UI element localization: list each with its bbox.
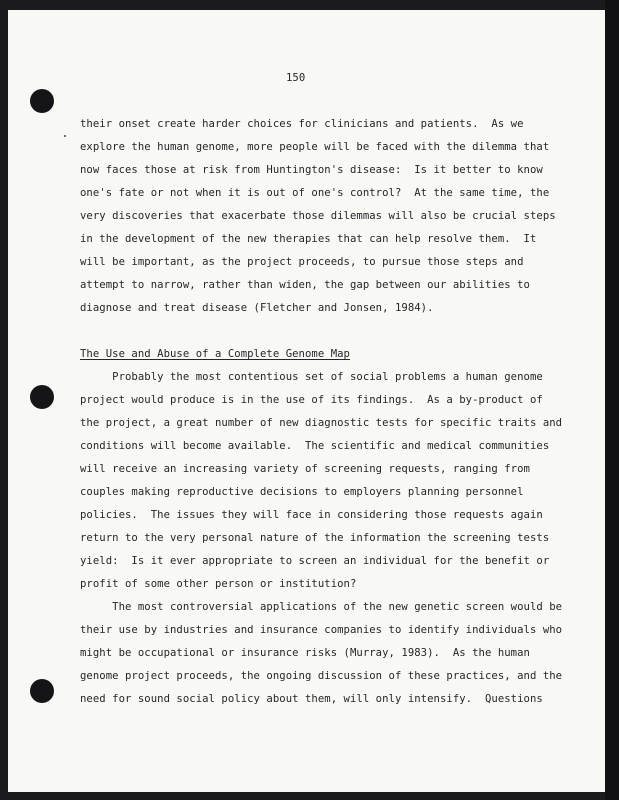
paragraph-2-line-6: couples making reproductive decisions to employers planning personnel <box>80 486 524 498</box>
paragraph-2-line-1: Probably the most contentious set of social problems a human genome <box>80 371 543 383</box>
scanner-edge <box>605 0 619 800</box>
paragraph-2-line-3: the project, a great number of new diagnostic tests for specific traits and <box>80 417 563 429</box>
paragraph-2-line-8: return to the very personal nature of the information the screening tests <box>80 532 550 544</box>
paragraph-1-line-6: in the development of the new therapies that can help resolve them. It <box>80 233 537 245</box>
paragraph-2-line-4: conditions will become available. The scientific and medical communities <box>80 440 550 452</box>
section-heading: The Use and Abuse of a Complete Genome Map <box>80 348 350 360</box>
paragraph-3-line-3: might be occupational or insurance risks (Murray, 1983). As the human <box>80 647 530 659</box>
paragraph-2-line-7: policies. The issues they will face in considering those requests again <box>80 509 543 521</box>
paragraph-1-line-9: diagnose and treat disease (Fletcher and Jonsen, 1984). <box>80 302 434 314</box>
paragraph-1-line-2: explore the human genome, more people will be faced with the dilemma that <box>80 141 550 153</box>
paragraph-2-line-10: profit of some other person or institution? <box>80 578 357 590</box>
punch-hole-top <box>30 89 54 113</box>
paragraph-2-line-5: will receive an increasing variety of screening requests, ranging from <box>80 463 530 475</box>
paper-corner <box>602 10 604 16</box>
paragraph-1-line-7: will be important, as the project proceeds, to pursue those steps and <box>80 256 524 268</box>
paragraph-3-line-4: genome project proceeds, the ongoing discussion of these practices, and the <box>80 670 563 682</box>
paragraph-2-line-2: project would produce is in the use of its findings. As a by-product of <box>80 394 543 406</box>
paragraph-3-line-2: their use by industries and insurance companies to identify individuals who <box>80 624 563 636</box>
paragraph-3-line-1: The most controversial applications of the new genetic screen would be <box>80 601 563 613</box>
paragraph-1-line-8: attempt to narrow, rather than widen, the gap between our abilities to <box>80 279 530 291</box>
paragraph-3-line-5: need for sound social policy about them, will only intensify. Questions <box>80 693 543 705</box>
paragraph-1-line-1: their onset create harder choices for clinicians and patients. As we <box>80 118 524 130</box>
paper-speck <box>64 135 66 137</box>
paragraph-1-line-4: one's fate or not when it is out of one's control? At the same time, the <box>80 187 550 199</box>
punch-hole-middle <box>30 385 54 409</box>
paragraph-1-line-5: very discoveries that exacerbate those dilemmas will also be crucial steps <box>80 210 556 222</box>
paragraph-2-line-9: yield: Is it ever appropriate to screen an individual for the benefit or <box>80 555 550 567</box>
page-number: 150 <box>286 72 306 84</box>
paragraph-1-line-3: now faces those at risk from Huntington's disease: Is it better to know <box>80 164 543 176</box>
punch-hole-bottom <box>30 679 54 703</box>
